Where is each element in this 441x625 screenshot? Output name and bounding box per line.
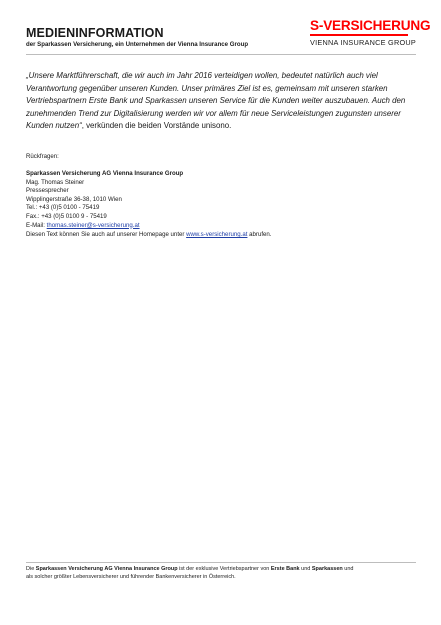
quote-text: „Unsere Marktführerschaft, die wir auch im Jahr 2016 verteidigen wollen, bedeutet natürlich auch viel Verantwortung gegenüber unseren Kunden. Unser primäres Ziel ist es, gemeinsam mit unseren starken Vertriebspartnern Erste Bank und Sparkassen unseren Service für die Kunden weiter auszubauen. Auch den zunehmenden Trend zur Digitalisierung werden wir vor allem für neue Serviceleistungen zugunsten unserer Kunden nutzen“ [26, 71, 406, 131]
footer-line-2: als solcher größter Lebensversicherer und führender Bankenversicherer in Österreich. [26, 573, 236, 580]
contact-phone: Tel.: +43 (0)5 0100 - 75419 [26, 204, 100, 212]
footer-divider [26, 562, 416, 563]
header-divider [26, 54, 416, 55]
logo-wordmark: S-VERSICHERUNG [310, 18, 431, 33]
contact-email-row [26, 222, 183, 231]
homepage-suffix: abrufen. [247, 231, 272, 238]
contact-email-link[interactable]: thomas.steiner@s-versicherung.at [46, 221, 140, 229]
contact-person: Mag. Thomas Steiner [26, 178, 85, 186]
contact-fax: Fax.: +43 (0)5 0100 9 - 75419 [26, 212, 107, 220]
footer-line-1 [26, 566, 418, 574]
footer-part: ist der exklusive Vertriebspartner von [177, 566, 271, 572]
footer-partner-erste: Erste Bank [270, 566, 300, 572]
page-subtitle: der Sparkassen Versicherung, ein Unternehmen der Vienna Insurance Group [26, 41, 249, 48]
contact-role: Pressesprecher [26, 187, 69, 195]
footer-company: Sparkassen Versicherung AG Vienna Insurance Group [35, 566, 178, 572]
contact-spacer [26, 162, 183, 170]
quote-tail: , verkünden die beiden Vorstände unisono. [81, 121, 232, 131]
contact-address: Wipplingerstraße 36-38, 1010 Wien [26, 195, 122, 203]
contact-email-label: E-Mail: [26, 221, 47, 229]
footer-part: Die [26, 566, 36, 572]
footer-partner-sparkassen: Sparkassen [311, 566, 343, 572]
homepage-prefix: Diesen Text können Sie auch auf unserer Homepage unter [26, 231, 187, 238]
homepage-note [26, 231, 272, 239]
contact-block [26, 153, 183, 230]
homepage-link[interactable]: www.s-versicherung.at [186, 231, 248, 238]
logo-underline [310, 34, 408, 36]
footer-part: und [299, 566, 312, 572]
company-logo [310, 18, 431, 47]
logo-tagline: VIENNA INSURANCE GROUP [310, 37, 417, 47]
contact-heading: Rückfragen: [26, 153, 59, 160]
contact-company: Sparkassen Versicherung AG Vienna Insurance Group [26, 169, 184, 177]
quote-paragraph [26, 70, 418, 133]
footer-text [26, 566, 418, 582]
page-title: MEDIENINFORMATION [26, 26, 164, 40]
footer-part: und [342, 566, 354, 572]
